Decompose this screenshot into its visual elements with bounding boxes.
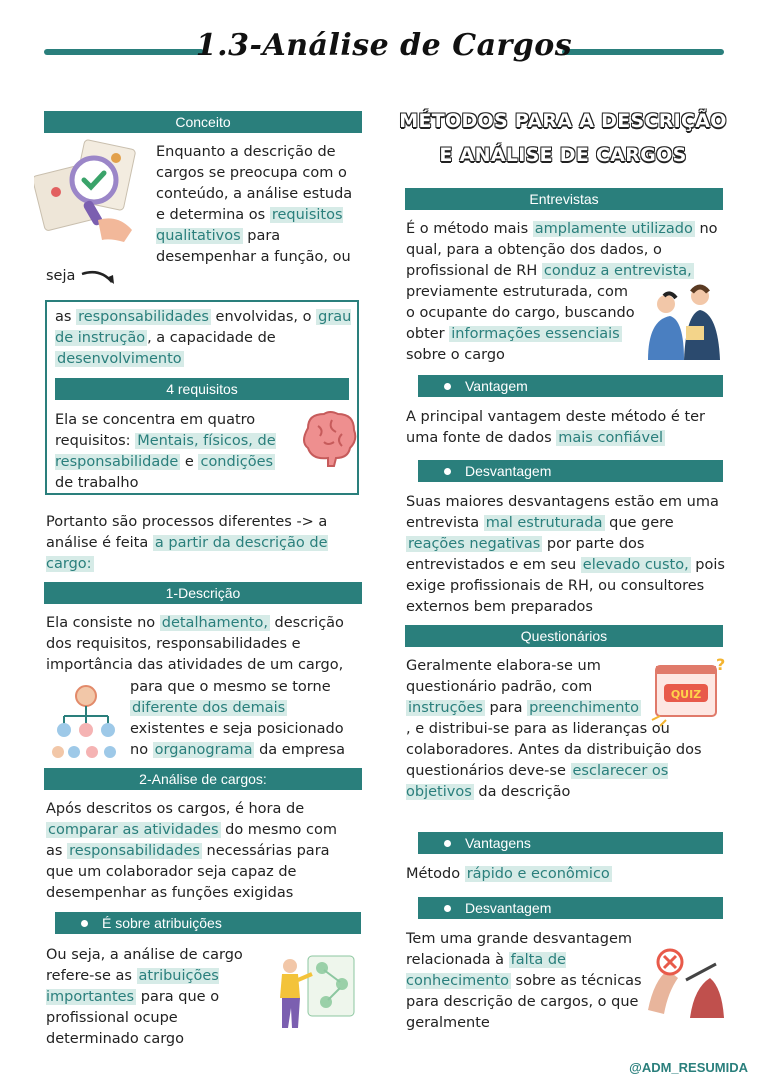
conceito-text: [156, 142, 362, 268]
atribuicoes-header-label: É sobre atribuições: [102, 915, 222, 931]
section-header-vantagem: [418, 375, 723, 397]
desc-hl3: organograma: [154, 742, 253, 758]
anal-c: necessárias para que um colaborador seja capaz de desempenhar as funções exigidas: [46, 843, 330, 901]
section-header-desvantagem-1: [418, 460, 723, 482]
q-a: Geralmente elabora-se um questionário padrão, com: [406, 658, 601, 695]
brain-icon: [298, 408, 358, 470]
anal-hl2: responsabilidades: [69, 843, 200, 859]
atr-b: para que o profissional ocupe determinado cargo: [46, 989, 220, 1047]
author-handle: @ADM_RESUMIDA: [629, 1060, 748, 1075]
vantagens-header-label: Vantagens: [465, 835, 531, 851]
desc-hl2: diferente dos demais: [132, 700, 286, 716]
des2-b: sobre as técnicas para descrição de cargos, o que geralmente: [406, 973, 642, 1031]
des1-a: Suas maiores desvantagens estão em uma entrevista: [406, 494, 719, 531]
ent-hl2: conduz a entrevista,: [543, 263, 692, 279]
handwriting-cross-illustration: [640, 940, 726, 1022]
vantagens-text: [406, 864, 726, 885]
org-chart-icon: [48, 684, 124, 760]
section-header-questionarios: Questionários: [405, 625, 723, 647]
section-header-analise: 2-Análise de cargos:: [44, 768, 362, 790]
des1-hl2: reações negativas: [408, 536, 541, 552]
curved-arrow-icon: [80, 266, 120, 290]
resp-b: envolvidas, o: [210, 309, 317, 325]
q-hl1: instruções: [408, 700, 483, 716]
vs-hl: rápido e econômico: [466, 866, 610, 882]
resp-c: , a capacidade de: [147, 330, 276, 346]
interview-illustration: [644, 282, 724, 364]
portanto-hl: a partir da descrição de cargo:: [46, 535, 328, 572]
ent-d: sobre o cargo: [406, 347, 505, 363]
des1-c: por parte dos entrevistados e em seu: [406, 536, 645, 573]
ent-c: previamente estruturada, com o ocupante do cargo, buscando obter: [406, 284, 635, 342]
desc-d: existentes e seja posicionado no: [130, 721, 344, 758]
descricao-text-2: [130, 677, 362, 761]
des1-hl1: mal estruturada: [485, 515, 603, 531]
resp-hl1: responsabilidades: [78, 309, 209, 325]
entrevistas-text-2: [406, 282, 636, 366]
portanto-text: [46, 512, 360, 575]
page-title: 1.3-Análise de Cargos: [195, 28, 573, 63]
q-d: da descrição: [473, 784, 571, 800]
section-header-conceito: Conceito: [44, 111, 362, 133]
bullet-icon: [444, 905, 451, 912]
section-header-requisitos: 4 requisitos: [55, 378, 349, 400]
des1-hl3: elevado custo,: [582, 557, 689, 573]
bullet-icon: [444, 840, 451, 847]
resp-hl2: grau de instrução: [55, 309, 352, 346]
questionarios-text: [406, 656, 642, 719]
des1-d: pois exige profissionais de RH, ou consultores externos bem preparados: [406, 557, 725, 615]
q-hl2: preenchimento: [529, 700, 639, 716]
q-hl3: esclarecer os objetivos: [406, 763, 669, 800]
requisitos-text: [55, 410, 295, 494]
desvantagem1-header-label: Desvantagem: [465, 463, 552, 479]
desvantagem2-header-label: Desvantagem: [465, 900, 552, 916]
section-header-desvantagem-2: [418, 897, 723, 919]
desvantagem1-text: [406, 492, 726, 618]
ent-b: no qual, para a obtenção dos dados, o profissional de RH: [406, 221, 718, 279]
section-header-descricao: 1-Descrição: [44, 582, 362, 604]
descricao-text: [46, 613, 364, 676]
req-a: Ela se concentra em quatro requisitos:: [55, 412, 256, 449]
person-presenting-illustration: [272, 950, 358, 1034]
analise-text: [46, 799, 358, 904]
section-header-entrevistas: Entrevistas: [405, 188, 723, 210]
vantagem-header-label: Vantagem: [465, 378, 528, 394]
portanto-a: Portanto são processos diferentes -> a análise é feita: [46, 514, 328, 551]
atribuicoes-text: [46, 945, 252, 1050]
q-c: , e distribui-se para as lideranças ou colaboradores. Antes da distribuição dos questionários deve-se: [406, 721, 702, 779]
ent-hl3: informações essenciais: [451, 326, 620, 342]
resp-hl3: desenvolvimento: [57, 351, 182, 367]
bullet-icon: [444, 468, 451, 475]
des2-a: Tem uma grande desvantagem relacionada à: [406, 931, 632, 968]
conceito-highlight: requisitos qualitativos: [156, 207, 343, 244]
desc-hl1: detalhamento,: [161, 615, 268, 631]
seja-label: seja: [46, 268, 76, 284]
conceito-text-b: para desempenhar a função, ou: [156, 228, 351, 265]
van-hl: mais confiável: [558, 430, 664, 446]
req-c: de trabalho: [55, 475, 139, 491]
responsabilidades-text: [55, 307, 353, 370]
anal-b: do mesmo com as: [46, 822, 337, 859]
vs-a: Método: [406, 866, 465, 882]
desc-b: descrição dos requisitos, responsabilidades e importância das atividades de um cargo,: [46, 615, 344, 673]
desc-e: da empresa: [254, 742, 346, 758]
ent-hl1: amplamente utilizado: [534, 221, 693, 237]
vantagem-text: [406, 407, 726, 449]
bullet-icon: [81, 920, 88, 927]
entrevistas-text: [406, 219, 724, 282]
quiz-icon: [650, 656, 726, 732]
req-hl2: condições: [200, 454, 274, 470]
desc-a: Ela consiste no: [46, 615, 160, 631]
req-b: e: [180, 454, 199, 470]
req-hl1: Mentais, físicos, de responsabilidade: [55, 433, 276, 470]
quiz-label: QUIZ: [670, 688, 702, 701]
van-a: A principal vantagem deste método é ter uma fonte de dados: [406, 409, 706, 446]
desc-c: para que o mesmo se torne: [130, 679, 331, 695]
q-b: para: [484, 700, 528, 716]
section-header-vantagens: [418, 832, 723, 854]
ent-a: É o método mais: [406, 221, 533, 237]
conceito-text-a: Enquanto a descrição de cargos se preocupa com o conteúdo, a análise estuda e determina os: [156, 144, 353, 223]
methods-title: MÉTODOS PARA A DESCRIÇÃO E ANÁLISE DE CARGOS: [399, 110, 727, 166]
magnifier-documents-illustration: [34, 138, 146, 250]
atr-a: Ou seja, a análise de cargo refere-se as: [46, 947, 243, 984]
anal-a: Após descritos os cargos, é hora de: [46, 801, 305, 817]
desvantagem2-text: [406, 929, 646, 1034]
des2-hl: falta de conhecimento: [406, 952, 566, 989]
des1-b: que gere: [604, 515, 674, 531]
question-mark-icon: ?: [716, 656, 726, 674]
section-header-atribuicoes: [55, 912, 361, 934]
bullet-icon: [444, 383, 451, 390]
resp-a: as: [55, 309, 77, 325]
atr-hl: atribuições importantes: [46, 968, 219, 1005]
anal-hl1: comparar as atividades: [48, 822, 219, 838]
